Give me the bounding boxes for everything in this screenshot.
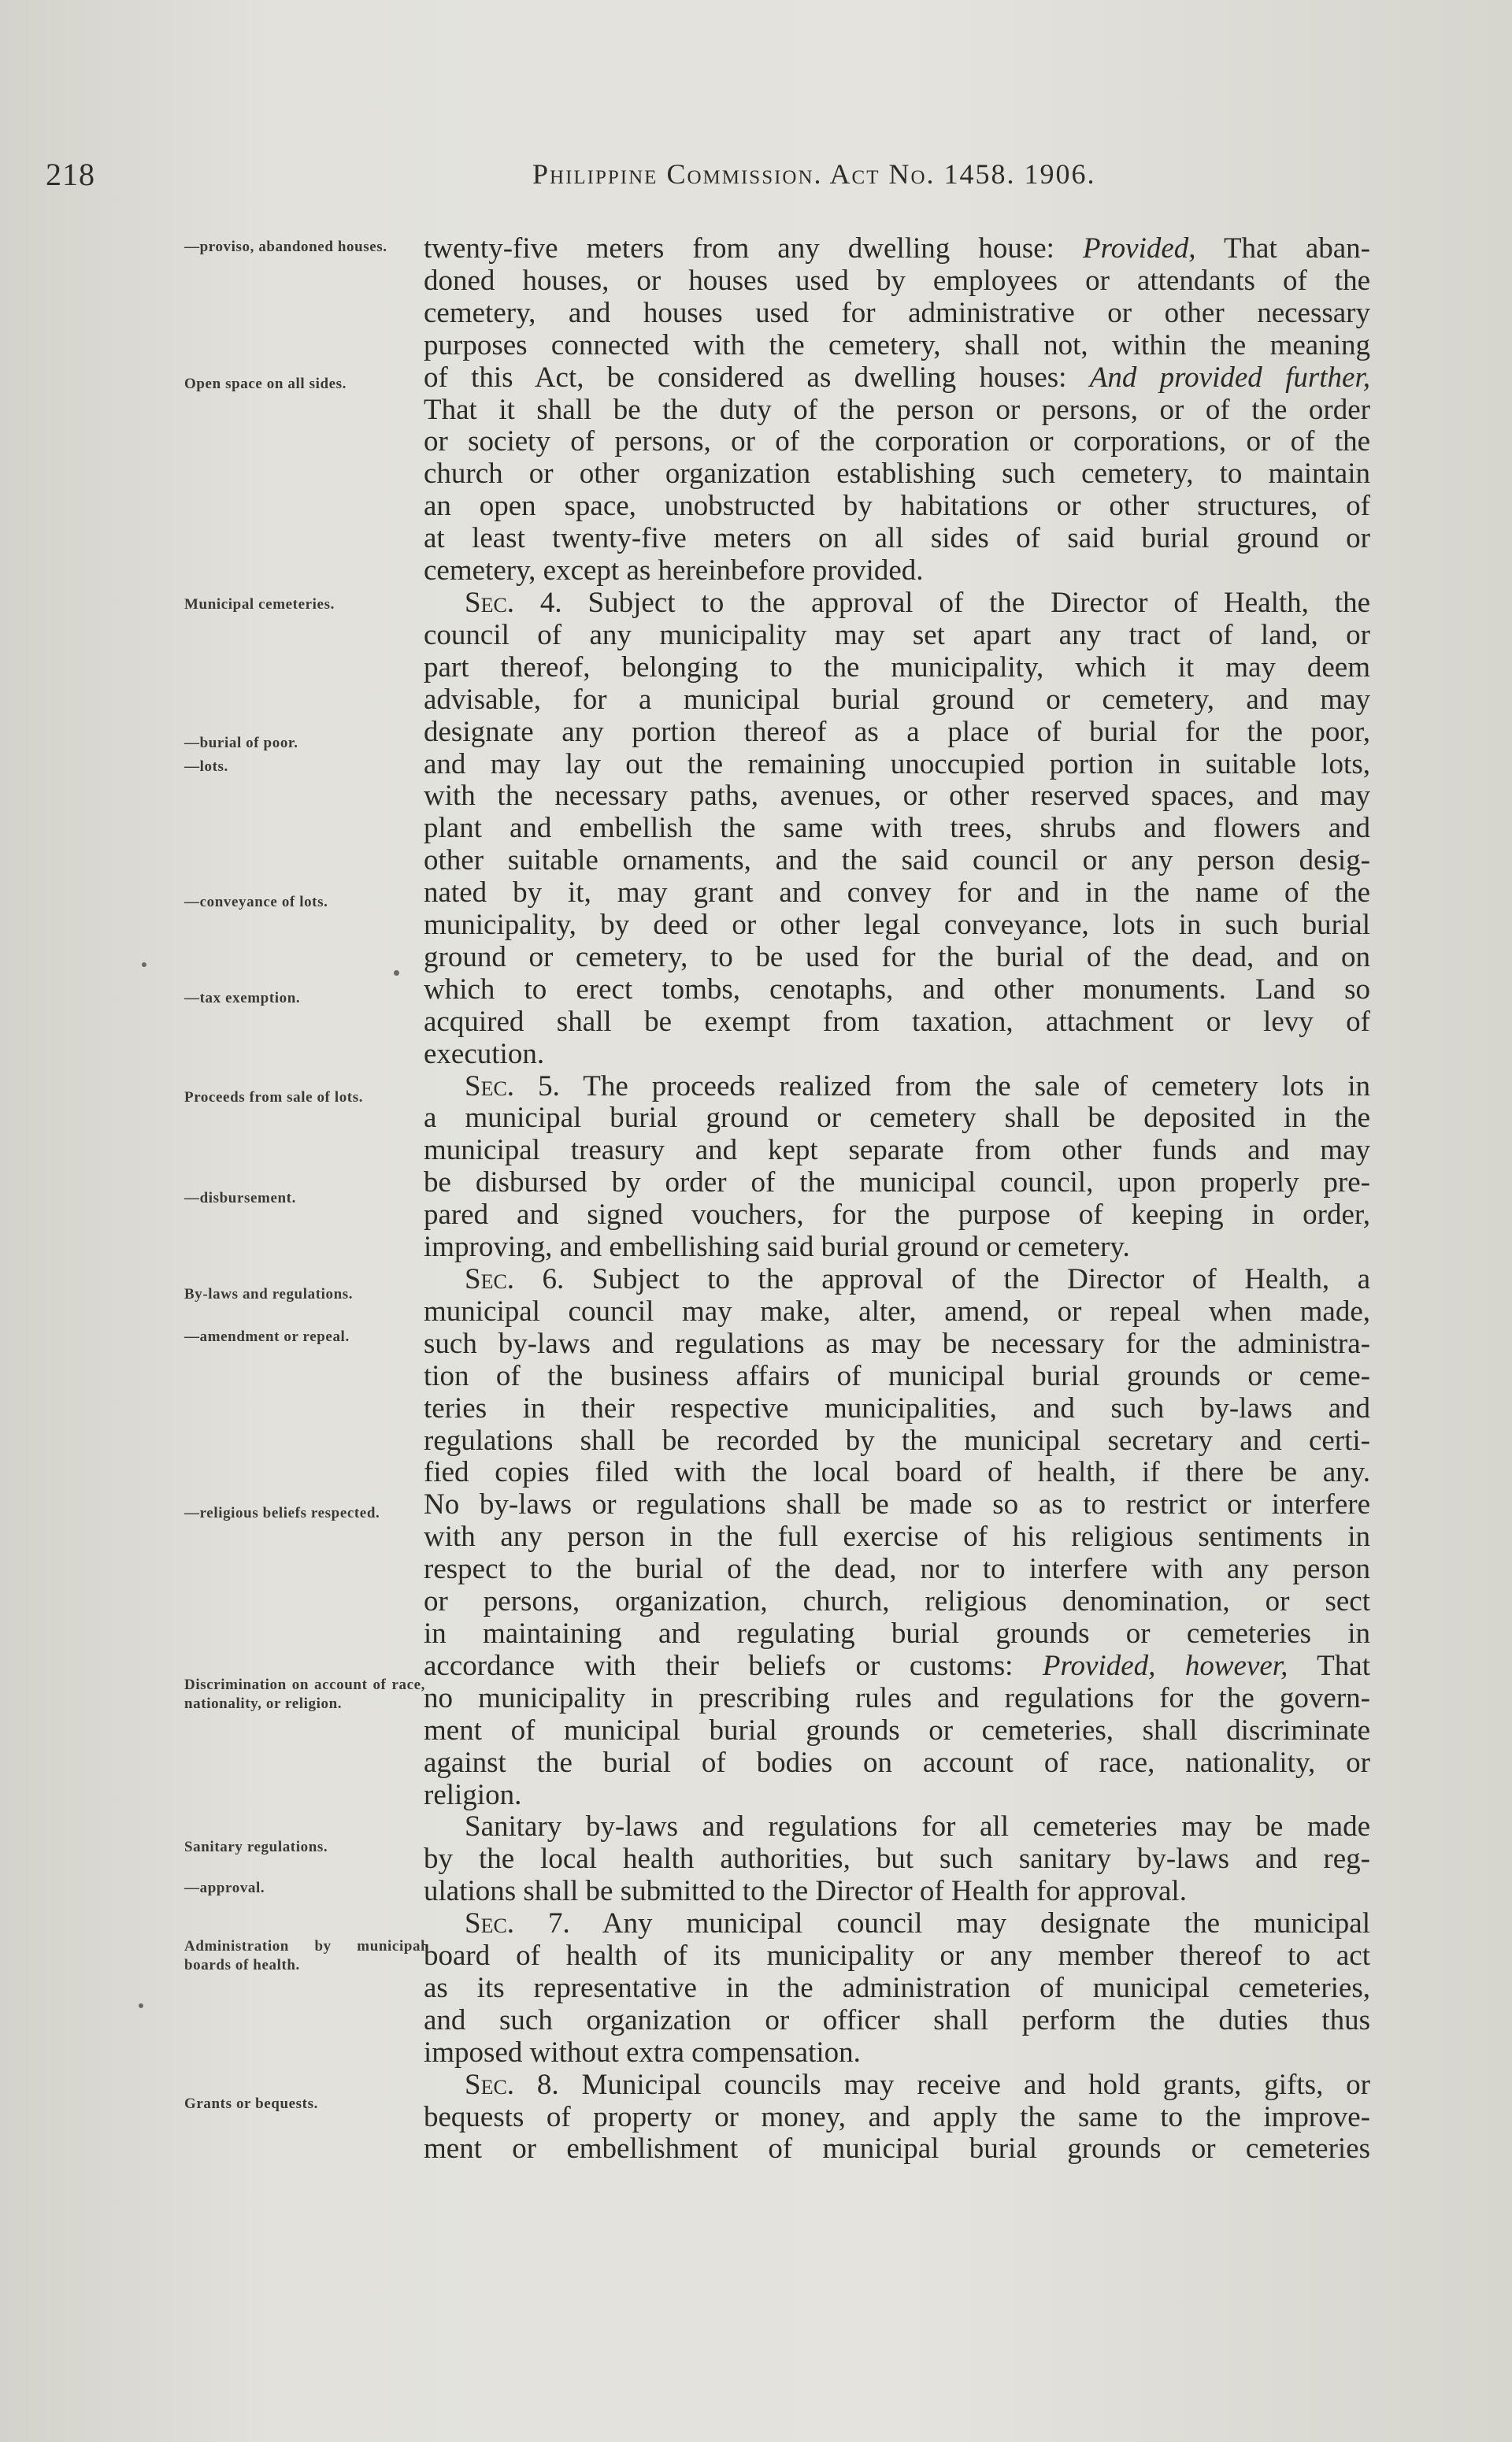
text-line: imposed without extra compensation. — [424, 2036, 861, 2069]
text-line: and may lay out the remaining unoccupied portion in suitable lots, — [424, 747, 1370, 780]
text-line: such by-laws and regulations as may be necessary for the administra- — [424, 1327, 1370, 1360]
text-line: cemetery, and houses used for administrative or other necessary — [424, 296, 1370, 329]
margin-note-sanitary-regulations: Sanitary regulations. — [184, 1839, 328, 1855]
margin-note-discrimination: Discrimination on account of race, nationality, or religion. — [184, 1677, 425, 1712]
text-line: by the local health authorities, but such sanitary by-laws and reg- — [424, 1843, 1370, 1876]
margin-note-tax-exemption: —tax exemption. — [184, 990, 301, 1006]
text-line: with any person in the full exercise of his religious sentiments in — [424, 1521, 1370, 1554]
text-line: part thereof, belonging to the municipality, which it may deem — [424, 650, 1370, 684]
margin-note-approval: —approval. — [184, 1880, 265, 1896]
section-7-start: Sec. 7. Any municipal council may designate the municipal — [465, 1907, 1370, 1940]
text-line: against the burial of bodies on account of race, nationality, or — [424, 1746, 1370, 1779]
margin-note-lots: —lots. — [184, 758, 228, 775]
margin-note-religious-beliefs: —religious beliefs respected. — [184, 1505, 380, 1521]
body-text — [424, 233, 1370, 2166]
text-line: ment of municipal burial grounds or cemeteries, shall discriminate — [424, 1714, 1370, 1747]
text-line: fied copies filed with the local board of health, if there be any. — [424, 1456, 1370, 1489]
text-line: council of any municipality may set apart any tract of land, or — [424, 618, 1370, 651]
margin-note-open-space: Open space on all sides. — [184, 376, 347, 392]
text-line: accordance with their beliefs or customs: Provided, however, That — [424, 1649, 1370, 1682]
text-line: cemetery, except as hereinbefore provided. — [424, 554, 924, 587]
text-line: ulations shall be submitted to the Director of Health for approval. — [424, 1875, 1187, 1908]
margin-note-amendment-or-repeal: —amendment or repeal. — [184, 1328, 350, 1345]
section-5-start: Sec. 5. The proceeds realized from the sale of cemetery lots in — [465, 1069, 1370, 1102]
text-line: bequests of property or money, and apply the same to the improve- — [424, 2100, 1370, 2133]
text-line: regulations shall be recorded by the municipal secretary and certi- — [424, 1424, 1370, 1457]
text-line: no municipality in prescribing rules and regulations for the govern- — [424, 1681, 1370, 1714]
margin-note-burial-of-poor: —burial of poor. — [184, 735, 298, 751]
text-line: board of health of its municipality or any member thereof to act — [424, 1940, 1370, 1973]
text-line: advisable, for a municipal burial ground or cemetery, and may — [424, 683, 1370, 716]
sanitary-paragraph-start: Sanitary by-laws and regulations for all cemeteries may be made — [465, 1810, 1370, 1844]
margin-note-proviso-abandoned-houses: —proviso, abandoned houses. — [184, 239, 387, 255]
text-line: with the necessary paths, avenues, or other reserved spaces, and may — [424, 780, 1370, 813]
text-line: be disbursed by order of the municipal council, upon properly pre- — [424, 1166, 1370, 1199]
section-4-start: Sec. 4. Subject to the approval of the Director of Health, the — [465, 586, 1370, 619]
text-line: tion of the business affairs of municipal burial grounds or ceme- — [424, 1359, 1370, 1392]
text-line: in maintaining and regulating burial grounds or cemeteries in — [424, 1617, 1370, 1650]
text-line: teries in their respective municipalities, and such by-laws and — [424, 1391, 1370, 1425]
margin-note-grants-or-bequests: Grants or bequests. — [184, 2096, 318, 2112]
page-number: 218 — [46, 157, 95, 192]
running-head: Philippine Commission. Act No. 1458. 1906. — [532, 158, 1096, 190]
margin-note-proceeds-from-sale: Proceeds from sale of lots. — [184, 1089, 364, 1106]
section-6-start: Sec. 6. Subject to the approval of the Director of Health, a — [465, 1263, 1370, 1295]
text-line: designate any portion thereof as a place of burial for the poor, — [424, 715, 1370, 748]
text-line: religion. — [424, 1778, 522, 1811]
text-line: of this Act, be considered as dwelling houses: And provided further, — [424, 361, 1370, 394]
ink-speck — [394, 970, 399, 976]
text-line: ground or cemetery, to be used for the burial of the dead, and on — [424, 940, 1370, 973]
text-line: No by-laws or regulations shall be made so as to restrict or interfere — [424, 1488, 1370, 1521]
text-line: purposes connected with the cemetery, shall not, within the meaning — [424, 328, 1370, 361]
ink-speck — [142, 962, 146, 967]
margin-note-conveyance-of-lots: —conveyance of lots. — [184, 894, 328, 910]
text-line: other suitable ornaments, and the said council or any person desig- — [424, 844, 1370, 877]
text-line: municipal treasury and kept separate from other funds and may — [424, 1134, 1370, 1167]
ink-speck — [139, 2003, 143, 2008]
margin-note-disbursement: —disbursement. — [184, 1190, 296, 1206]
text-line: as its representative in the administration of municipal cemeteries, — [424, 1971, 1370, 2004]
margin-note-municipal-cemeteries: Municipal cemeteries. — [184, 596, 335, 613]
text-line: a municipal burial ground or cemetery shall be deposited in the — [424, 1102, 1370, 1135]
text-line: at least twenty-five meters on all sides of said burial ground or — [424, 522, 1370, 555]
text-line: ment or embellishment of municipal burial grounds or cemeteries — [424, 2133, 1370, 2166]
text-line: twenty-five meters from any dwelling house: Provided, That aban- — [424, 232, 1370, 265]
text-line: municipality, by deed or other legal conveyance, lots in such burial — [424, 909, 1370, 942]
text-line: or persons, organization, church, religious denomination, or sect — [424, 1585, 1370, 1618]
text-line: pared and signed vouchers, for the purpose of keeping in order, — [424, 1199, 1370, 1232]
margin-note-by-laws: By-laws and regulations. — [184, 1286, 354, 1303]
text-line: nated by it, may grant and convey for and in the name of the — [424, 876, 1370, 910]
text-line: and such organization or officer shall perform the duties thus — [424, 2003, 1370, 2036]
text-line: municipal council may make, alter, amend, or repeal when made, — [424, 1295, 1370, 1328]
text-line: plant and embellish the same with trees, shrubs and flowers and — [424, 812, 1370, 845]
text-line: acquired shall be exempt from taxation, attachment or levy of — [424, 1005, 1370, 1038]
margin-note-administration: Administration by municipal boards of health. — [184, 1938, 425, 1973]
text-line: improving, and embellishing said burial ground or cemetery. — [424, 1231, 1130, 1264]
text-line: execution. — [424, 1037, 545, 1070]
text-line: church or other organization establishing such cemetery, to maintain — [424, 458, 1370, 491]
text-line: or society of persons, or of the corporation or corporations, or of the — [424, 425, 1370, 458]
text-line: doned houses, or houses used by employees or attendants of the — [424, 264, 1370, 297]
text-line: an open space, unobstructed by habitations or other structures, of — [424, 490, 1370, 523]
text-line: That it shall be the duty of the person or persons, or of the order — [424, 393, 1370, 426]
text-line: respect to the burial of the dead, nor to interfere with any person — [424, 1553, 1370, 1586]
section-8-start: Sec. 8. Municipal councils may receive and hold grants, gifts, or — [465, 2068, 1370, 2101]
text-line: which to erect tombs, cenotaphs, and other monuments. Land so — [424, 973, 1370, 1006]
